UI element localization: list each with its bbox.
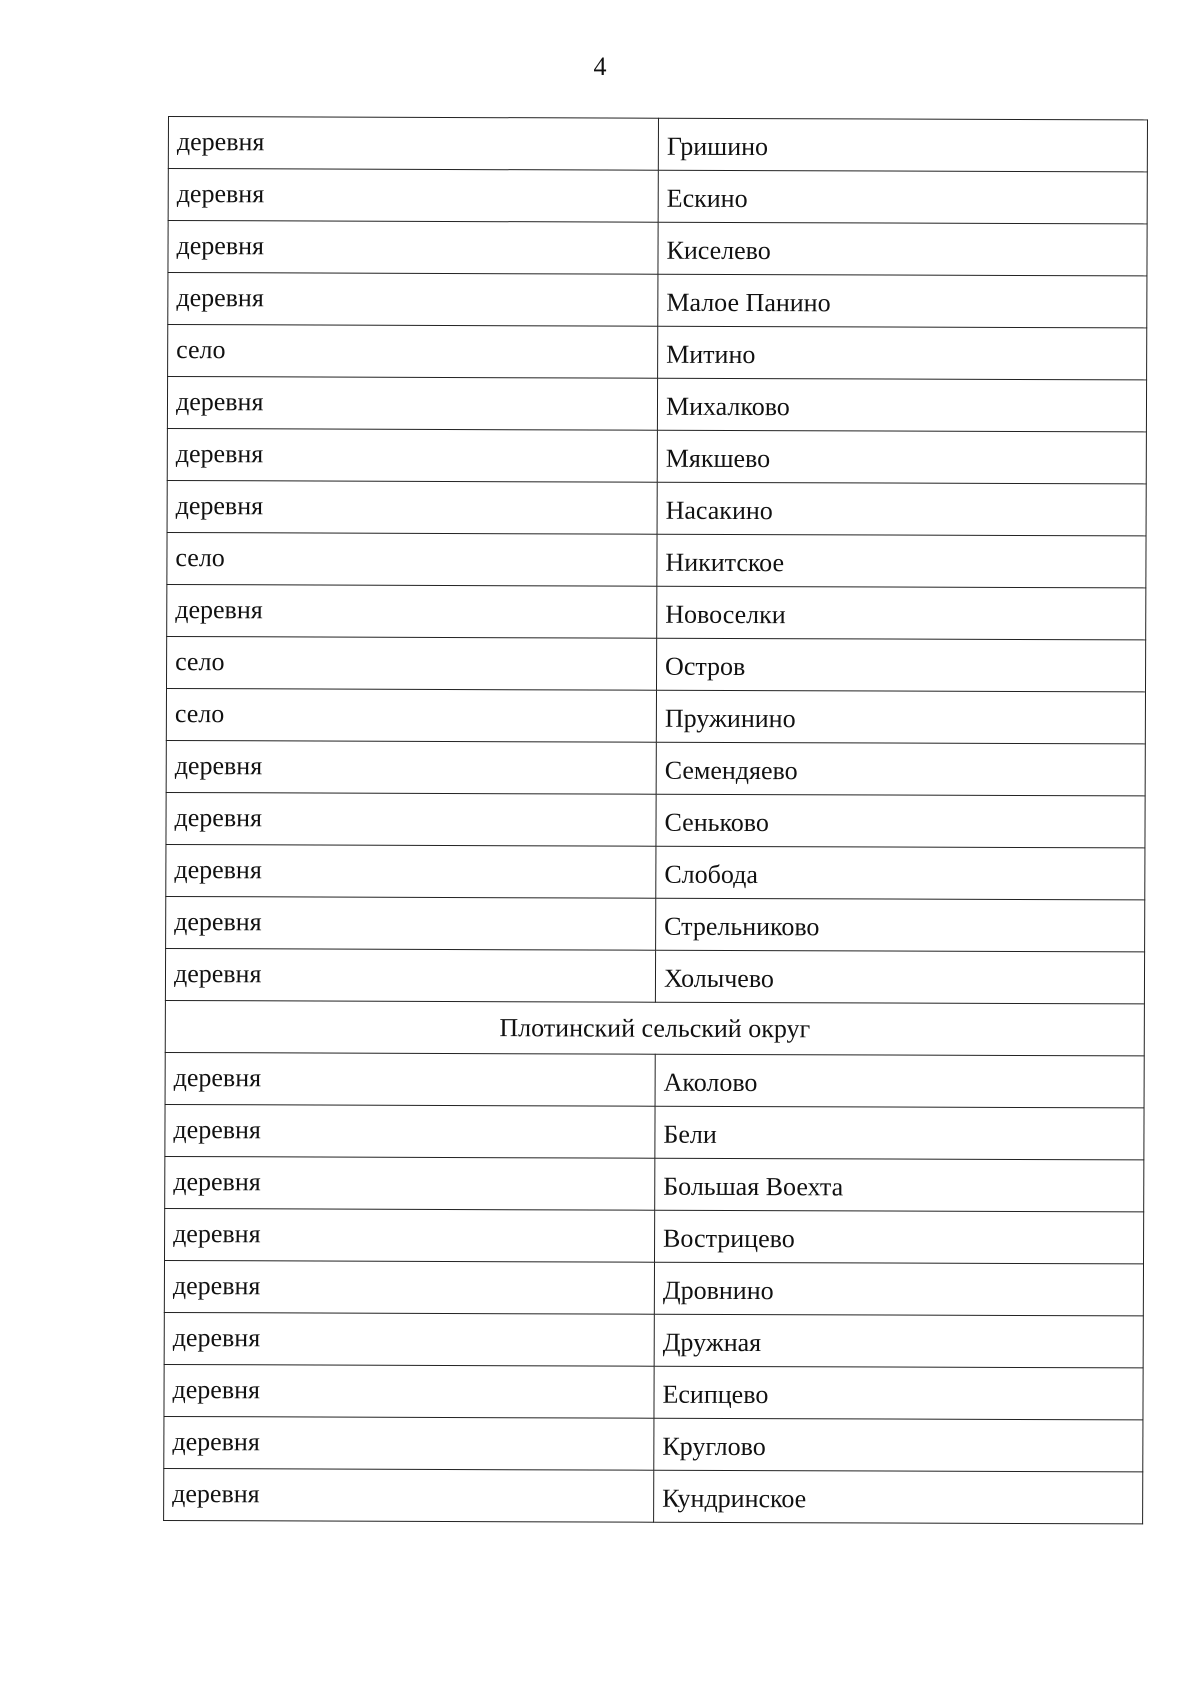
page-number: 4 bbox=[593, 52, 607, 81]
settlement-type-cell: село bbox=[166, 688, 656, 742]
settlement-type-cell: деревня bbox=[166, 896, 656, 950]
settlement-type-cell: деревня bbox=[167, 480, 657, 534]
settlement-name-cell: Мякшево bbox=[657, 430, 1146, 484]
table-row bbox=[168, 169, 1147, 224]
settlement-type-cell: деревня bbox=[165, 1208, 655, 1262]
table-row bbox=[164, 1312, 1143, 1367]
settlement-name-cell: Остров bbox=[656, 638, 1145, 692]
settlement-name-cell: Кундринское bbox=[654, 1470, 1143, 1524]
table-row bbox=[168, 221, 1147, 276]
table-row bbox=[166, 688, 1145, 743]
settlement-type-cell: деревня bbox=[164, 1468, 654, 1522]
settlement-type-cell: деревня bbox=[166, 740, 656, 794]
table-row bbox=[167, 377, 1146, 432]
settlement-name-cell: Гришино bbox=[658, 118, 1147, 172]
table-row bbox=[164, 1468, 1143, 1523]
settlement-name-cell: Ескино bbox=[658, 170, 1147, 224]
table-row bbox=[164, 1416, 1143, 1471]
settlement-type-cell: деревня bbox=[168, 117, 658, 171]
table-row bbox=[167, 532, 1146, 587]
settlement-name-cell: Бели bbox=[655, 1106, 1144, 1160]
table-row bbox=[165, 1104, 1144, 1159]
settlement-name-cell: Слобода bbox=[656, 846, 1145, 900]
settlement-type-cell: село bbox=[168, 325, 658, 379]
table-row bbox=[167, 584, 1146, 639]
settlement-name-cell: Дружная bbox=[654, 1314, 1143, 1368]
table-row bbox=[165, 948, 1144, 1003]
table-row bbox=[165, 1052, 1144, 1107]
settlement-type-cell: деревня bbox=[165, 1156, 655, 1210]
settlement-type-cell: деревня bbox=[165, 1052, 655, 1106]
settlement-name-cell: Насакино bbox=[657, 482, 1146, 536]
settlement-name-cell: Митино bbox=[658, 326, 1147, 380]
settlement-name-cell: Холычево bbox=[655, 950, 1144, 1004]
settlement-name-cell: Дровнино bbox=[654, 1262, 1143, 1316]
settlement-name-cell: Сеньково bbox=[656, 794, 1145, 848]
settlement-type-cell: деревня bbox=[168, 169, 658, 223]
settlement-name-cell: Михалково bbox=[657, 378, 1146, 432]
table-row bbox=[166, 844, 1145, 899]
settlement-type-cell: деревня bbox=[164, 1260, 654, 1314]
settlement-name-cell: Вострицево bbox=[655, 1210, 1144, 1264]
settlement-name-cell: Семендяево bbox=[656, 742, 1145, 796]
settlement-name-cell: Никитское bbox=[657, 534, 1146, 588]
settlement-type-cell: деревня bbox=[166, 844, 656, 898]
settlement-name-cell: Киселево bbox=[658, 222, 1147, 276]
table-row bbox=[164, 1364, 1143, 1419]
settlement-type-cell: деревня bbox=[164, 1416, 654, 1470]
settlement-name-cell: Аколово bbox=[655, 1054, 1144, 1108]
table-row bbox=[167, 480, 1146, 535]
table-row bbox=[165, 1208, 1144, 1263]
settlement-type-cell: деревня bbox=[168, 221, 658, 275]
settlement-name-cell: Стрельниково bbox=[656, 898, 1145, 952]
section-header-row bbox=[165, 1000, 1144, 1055]
table-row bbox=[165, 1156, 1144, 1211]
settlement-type-cell: деревня bbox=[167, 377, 657, 431]
settlement-type-cell: село bbox=[167, 532, 657, 586]
table-row bbox=[166, 740, 1145, 795]
table-row bbox=[166, 792, 1145, 847]
table-row bbox=[164, 1260, 1143, 1315]
settlement-type-cell: деревня bbox=[164, 1312, 654, 1366]
table-row bbox=[168, 117, 1147, 172]
settlement-type-cell: село bbox=[167, 636, 657, 690]
settlement-type-cell: деревня bbox=[167, 584, 657, 638]
settlement-type-cell: деревня bbox=[164, 1364, 654, 1418]
table-row bbox=[167, 428, 1146, 483]
settlement-type-cell: деревня bbox=[166, 792, 656, 846]
settlement-name-cell: Большая Воехта bbox=[655, 1158, 1144, 1212]
table-row bbox=[168, 273, 1147, 328]
table-row bbox=[166, 896, 1145, 951]
settlement-type-cell: деревня bbox=[167, 428, 657, 482]
table-row bbox=[167, 636, 1146, 691]
settlement-name-cell: Новоселки bbox=[657, 586, 1146, 640]
settlements-table bbox=[163, 116, 1148, 1524]
settlement-type-cell: деревня bbox=[168, 273, 658, 327]
settlement-name-cell: Малое Панино bbox=[658, 274, 1147, 328]
settlement-type-cell: деревня bbox=[165, 948, 655, 1002]
table-row bbox=[168, 325, 1147, 380]
section-title: Плотинский сельский округ bbox=[165, 1000, 1144, 1055]
settlement-name-cell: Круглово bbox=[654, 1418, 1143, 1472]
settlement-name-cell: Есипцево bbox=[654, 1366, 1143, 1420]
settlements-table-body bbox=[164, 117, 1148, 1524]
settlement-name-cell: Пружинино bbox=[656, 690, 1145, 744]
settlement-type-cell: деревня bbox=[165, 1104, 655, 1158]
